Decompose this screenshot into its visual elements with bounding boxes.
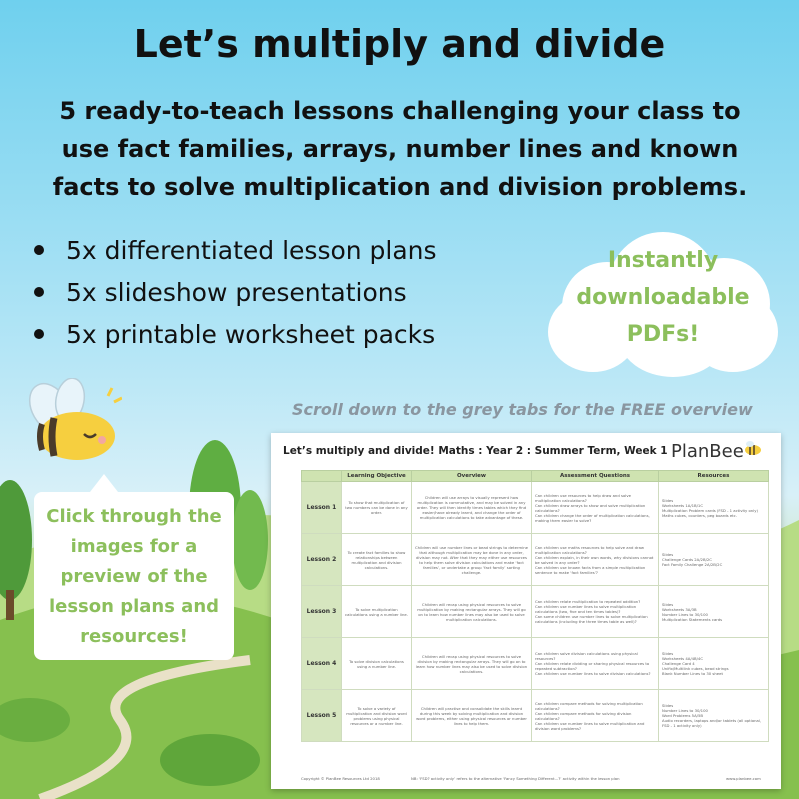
assessment-item: Can children use known facts from a simple multiplication sentence to make ‘fact families’?: [535, 564, 646, 575]
resource-item: Fact Family Challenge 2A/2B/2C: [662, 562, 723, 567]
feature-label: 5x printable worksheet packs: [66, 320, 436, 349]
assessment-item: Can children use number lines to solve multiplication calculations (two, five and ten times tables)?: [535, 604, 637, 614]
feature-item: [32, 272, 437, 314]
assessment-item: Can children draw arrays to show and solve multiplication calculations?: [535, 502, 646, 513]
assessment-questions: [532, 638, 659, 690]
lesson-plan-table: [301, 470, 769, 742]
resource-item: Worksheets 1A/1B/1C: [662, 502, 704, 508]
assessment-item: Can children compare methods for solving multiplication calculations?: [535, 700, 643, 711]
lesson-label: Lesson 3: [302, 586, 342, 638]
cloud-line: Instantly: [607, 248, 719, 273]
assessment-item: Can children relate dividing or sharing physical resources to repeated subtraction?: [535, 661, 650, 671]
resource-item: Challenge Cards 2A/2B/2C: [662, 557, 712, 562]
column-header: [302, 471, 342, 482]
resource-item: Slides: [662, 651, 674, 656]
sheet-title: Let’s multiply and divide! Maths : Year 2 : Summer Term, Week 1: [283, 445, 668, 457]
callout-text: [34, 502, 234, 652]
footer-copyright: Copyright © PlanBee Resources Ltd 2018: [301, 776, 380, 781]
resource-item: Worksheets 4A/4B/4C: [662, 656, 704, 661]
callout-line: lesson plans and: [48, 596, 220, 617]
lesson-label: Lesson 4: [302, 638, 342, 690]
lesson-label: Lesson 1: [302, 482, 342, 534]
assessment-item: Can children explain, in their own words, why divisions cannot be solved in any order?: [535, 554, 654, 565]
resources-list: [659, 534, 769, 586]
learning-objective: To solve division calculations using a number line.: [342, 638, 412, 690]
lesson-plan-preview[interactable]: [271, 433, 781, 789]
subtitle-line: 5 ready-to-teach lessons challenging your class to: [59, 97, 741, 125]
learning-objective: To solve a variety of multiplication and division word problems using physical resources or a number line.: [342, 690, 412, 742]
resource-item: Unifix/Multilink cubes, bead strings: [662, 666, 729, 671]
planbee-logo: PlanBee: [671, 441, 744, 462]
assessment-questions: [532, 586, 659, 638]
resource-item: Slides: [662, 497, 674, 503]
tree-left-3: [232, 490, 268, 590]
resource-item: Worksheets 3A/3B: [662, 606, 697, 612]
logo-bee-icon: [741, 439, 763, 457]
resource-item: Slides: [662, 703, 674, 708]
table-row: [302, 534, 769, 586]
scroll-instruction: Scroll down to the grey tabs for the FREE overview: [292, 400, 753, 419]
assessment-questions: [532, 690, 659, 742]
assessment-item: Can children use resources to help draw and solve multiplication calculations?: [535, 492, 631, 503]
learning-objective: To create fact families to show relationships between multiplication and division calculations.: [342, 534, 412, 586]
bullet-icon: [34, 287, 44, 297]
resource-item: Word Problems 5A/5B: [662, 713, 703, 718]
assessment-item: Can some children use number lines to solve multiplication calculations (including the three times table as well)?: [535, 614, 648, 624]
lesson-overview: Children will use number lines or bead strings to determine that although multiplication may be done in any order, division may not. After that they may either use resources to help them solve division calculations and make ‘fact families’, or undertake a group ‘fact family’ sorting challenge.: [412, 534, 532, 586]
learning-objective: To solve multiplication calculations using a number line.: [342, 586, 412, 638]
lesson-label: Lesson 5: [302, 690, 342, 742]
table-row: [302, 638, 769, 690]
resource-item: Number Lines to 30/100: [662, 611, 708, 617]
lesson-overview: Children will recap using physical resources to solve division by making rectangular arrays. They will go on to learn how number lines may also be used to solve division calculations.: [412, 638, 532, 690]
assessment-item: Can children use number lines to solve division calculations?: [535, 671, 651, 676]
learning-objective: To show that multiplication of two numbers can be done in any order.: [342, 482, 412, 534]
callout-line: resources!: [80, 626, 188, 647]
feature-item: [32, 230, 437, 272]
assessment-item: Can children relate multiplication to repeated addition?: [535, 599, 641, 604]
lesson-label: Lesson 2: [302, 534, 342, 586]
lesson-overview: Children will recap using physical resources to solve multiplication by making rectangular arrays. They will go on to learn how number lines may also be used to solve multiplication calculations.: [412, 586, 532, 638]
bullet-icon: [34, 329, 44, 339]
resources-list: [659, 586, 769, 638]
subtitle-line: use fact families, arrays, number lines and known: [61, 135, 739, 163]
subtitle-line: facts to solve multiplication and division problems.: [52, 173, 748, 201]
column-header: Resources: [659, 471, 769, 482]
callout-line: preview of the: [60, 566, 208, 587]
assessment-item: Can children solve division calculations using physical resources?: [535, 651, 638, 661]
column-header: Assessment Questions: [532, 471, 659, 482]
lesson-overview: Children will use arrays to visually represent how multiplication is commutative, and may be solved in any order. They will then identify times tables which they find easier/have already learnt, and change the order of multiplication calculations to take advantage of these.: [412, 482, 532, 534]
resource-item: Multiplication Problem cards (FSD - 1 activity only): [662, 507, 758, 513]
feature-item: [32, 314, 437, 356]
resource-item: Slides: [662, 601, 674, 607]
bee-mascot-icon: [22, 378, 122, 468]
bullet-icon: [34, 245, 44, 255]
table-row: [302, 690, 769, 742]
assessment-item: Can children use maths resources to help solve and draw multiplication calculations?: [535, 544, 645, 555]
resource-item: Blank Number Lines to 30 sheet: [662, 671, 723, 676]
cloud-line: downloadable: [576, 285, 750, 310]
table-row: [302, 586, 769, 638]
resource-item: Audio recorders, laptops and/or tablets (all optional, FSD - 1 activity only): [662, 718, 762, 728]
assessment-questions: [532, 534, 659, 586]
resource-item: Number Lines to 30/100: [662, 708, 708, 713]
page-title: Let’s multiply and divide: [133, 22, 666, 66]
footer-note: NB: ‘FSD? activity only’ refers to the alternative ‘Fancy Something Different...?’ activity within the lesson plan: [411, 776, 620, 781]
feature-label: 5x differentiated lesson plans: [66, 236, 437, 265]
resource-item: Maths cubes, counters, peg boards etc.: [662, 512, 737, 518]
resource-item: Slides: [662, 552, 674, 557]
feature-label: 5x slideshow presentations: [66, 278, 407, 307]
assessment-item: Can children use number lines to solve multiplication and division word problems?: [535, 720, 645, 731]
resource-item: Challenge Card 4: [662, 661, 695, 666]
cloud-line: PDFs!: [626, 322, 700, 347]
feature-list: [32, 230, 437, 356]
table-header-row: [302, 471, 769, 482]
page-subtitle: [20, 92, 780, 206]
assessment-questions: [532, 482, 659, 534]
bush-2: [160, 734, 260, 786]
resources-list: [659, 482, 769, 534]
resources-list: [659, 690, 769, 742]
callout-line: images for a: [70, 536, 198, 557]
resource-item: Multiplication Statements cards: [662, 616, 723, 622]
assessment-item: Can children compare methods for solving division calculations?: [535, 710, 632, 721]
cloud-badge-text: [548, 242, 778, 353]
callout-line: Click through the: [46, 506, 222, 527]
resources-list: [659, 638, 769, 690]
table-row: [302, 482, 769, 534]
footer-url: www.planbee.com: [726, 776, 761, 781]
column-header: Learning Objective: [342, 471, 412, 482]
column-header: Overview: [412, 471, 532, 482]
lesson-overview: Children will practise and consolidate the skills learnt during this week by solving multiplication and division word problems, either using physical resources or number lines to help them.: [412, 690, 532, 742]
assessment-item: Can children change the order of multiplication calculations, making them easier to solve?: [535, 512, 650, 523]
